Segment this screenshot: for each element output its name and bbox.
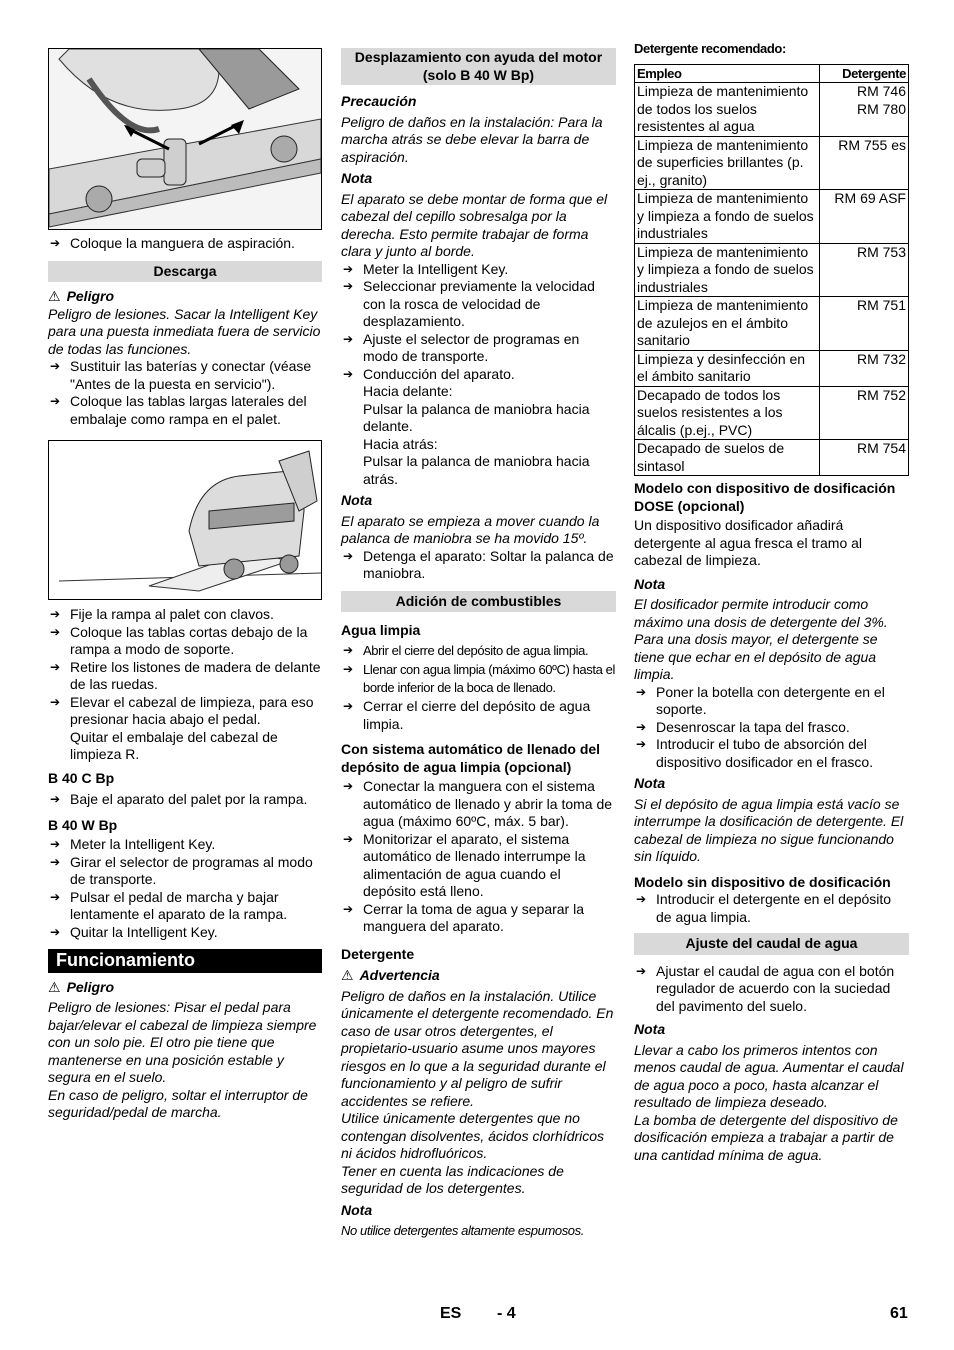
table-cell: RM 752 [820, 386, 909, 440]
list-item: ➔ Girar el selector de programas al modo de transporte. [48, 854, 322, 889]
list-item: ➔ Conducción del aparato. [341, 366, 616, 384]
list-item: ➔ Introducir el tubo de absorción del dispositivo dosificador en el frasco. [634, 736, 909, 771]
table-cell: RM 732 [820, 350, 909, 386]
section-adicion: Adición de combustibles [341, 591, 616, 613]
note-label: Nota [634, 575, 666, 592]
list-item: ➔ Pulsar el pedal de marcha y bajar lentamente el aparato de la rampa. [48, 889, 322, 924]
list-item: ➔ Baje el aparato del palet por la rampa. [48, 791, 322, 809]
note-text: El dosificador permite introducir como máximo una dosis de detergente del 3%. Para una dosis mayor, el detergente se tiene que echar en el depósito de agua limpia. [634, 596, 888, 682]
list-item: ➔ Desenroscar la tapa del frasco. [634, 719, 909, 737]
table-cell: Limpieza de mantenimiento y limpieza a fondo de suelos industriales [635, 243, 820, 297]
table-row [635, 297, 909, 351]
section-descarga: Descarga [48, 261, 322, 283]
steps-auto [341, 778, 616, 936]
table-cell: RM 753 [820, 243, 909, 297]
figure-suction-hose [48, 48, 322, 230]
danger-label: ⚠ Peligro [48, 978, 115, 995]
column-header: Empleo [635, 64, 820, 83]
note-label: Nota [634, 1021, 666, 1037]
steps-motor [341, 261, 616, 489]
table-header-row [635, 64, 909, 83]
table-row [635, 243, 909, 297]
footer-page-number: 61 [890, 1305, 908, 1322]
list-item: ➔ Cerrar la toma de agua y separar la manguera del aparato. [341, 901, 616, 936]
note-text: El aparato se debe montar de forma que el cabezal del cepillo sobresalga por la derecha. Esto permite trabajar de forma clara y junto al borde. [341, 190, 608, 259]
table-cell: RM 69 ASF [820, 190, 909, 244]
subheading-auto: Con sistema automático de llenado del depósito de agua limpia (opcional) [341, 741, 601, 775]
steps-b [48, 606, 322, 764]
column-header: Detergente [820, 64, 909, 83]
subheading-detergente: Detergente [341, 945, 415, 962]
list-item: ➔ Coloque las tablas cortas debajo de la rampa a modo de soporte. [48, 624, 322, 659]
table-cell: Decapado de todos los suelos resistentes a los álcalis (p.ej., PVC) [635, 386, 820, 440]
subheading-dose: Modelo con dispositivo de dosificación DOSE (opcional) [634, 480, 896, 514]
steps-agua [341, 642, 616, 734]
table-cell: Limpieza y desinfección en el ámbito sanitario [635, 350, 820, 386]
subheading-sin: Modelo sin dispositivo de dosificación [634, 873, 891, 890]
subheading-b40w: B 40 W Bp [48, 816, 118, 833]
detergent-table [634, 64, 909, 477]
list-item: ➔ Fije la rampa al palet con clavos. [48, 606, 322, 624]
table-cell: Decapado de suelos de sintasol [635, 440, 820, 476]
caution-label: Precaución [341, 93, 417, 109]
list-item: ➔ Elevar el cabezal de limpieza, para eso presionar hacia abajo el pedal. [48, 694, 322, 729]
list-item: ➔ Coloque las tablas largas laterales del embalaje como rampa en el palet. [48, 393, 322, 428]
list-item: ➔ Monitorizar el aparato, el sistema automático de llenado interrumpe la alimentación de agua cuando el depósito está lleno. [341, 831, 616, 901]
danger-text: En caso de peligro, soltar el interruptor de seguridad/pedal de marcha. [48, 1086, 308, 1120]
list-item: ➔ Detenga el aparato: Soltar la palanca de maniobra. [341, 548, 616, 583]
step-hose: ➔ Coloque la manguera de aspiración. [48, 235, 322, 253]
table-cell: Limpieza de mantenimiento y limpieza a fondo de suelos industriales [635, 190, 820, 244]
steps-b40w [48, 836, 322, 941]
note-label: Nota [341, 1201, 373, 1218]
footer-local-page: - 4 [497, 1305, 516, 1322]
list-item: ➔ Conectar la manguera con el sistema automático de llenado y abrir la toma de agua (máximo 60ºC, máx. 5 bar). [341, 778, 616, 831]
warning-label: ⚠ Advertencia [341, 967, 440, 983]
danger-text: Peligro de lesiones: Pisar el pedal para bajar/elevar el cabezal de limpieza siempre con un solo pie. El otro pie tiene que mantenerse en una posición estable y segura en el suelo. [48, 999, 317, 1085]
list-item: ➔ Llenar con agua limpia (máximo 60ºC) hasta el borde inferior de la boca de llenado. [341, 661, 616, 696]
warning-icon: ⚠ [48, 288, 61, 304]
note-label: Nota [634, 775, 666, 791]
subheading-recomendado: Detergente recomendado: [634, 41, 786, 56]
note-text: No utilice detergentes altamente espumosos. [341, 1223, 584, 1238]
warning-text: Peligro de daños en la instalación. Utilice únicamente el detergente recomendado. En caso de usar otros detergentes, el propietario-usuario asume unos mayores riesgos en lo que a la seguridad durante el funcionamiento y al peligro de sufrir accidentes se refiere. [341, 987, 614, 1109]
section-desplazamiento: Desplazamiento con ayuda del motor (solo B 40 W Bp) [341, 48, 616, 85]
chapter-title: Funcionamiento [48, 949, 322, 973]
table-cell: Limpieza de mantenimiento de todos los suelos resistentes al agua [635, 83, 820, 137]
note-text: Si el depósito de agua limpia está vacío se interrumpe la dosificación de detergente. El cabezal de limpieza no sigue funcionando sin líquido. [634, 795, 904, 864]
dose-text: Un dispositivo dosificador añadirá detergente al agua fresca el tramo al cabezal de limpieza. [634, 517, 863, 568]
list-item-continued: Quitar el embalaje del cabezal de limpieza R. [70, 728, 278, 762]
note-text: La bomba de detergente del dispositivo de dosificación empieza a trabajar a partir de una cantidad mínima de agua. [634, 1111, 898, 1163]
warning-icon: ⚠ [341, 967, 354, 983]
subheading-agua: Agua limpia [341, 622, 421, 638]
steps-a [48, 358, 322, 428]
table-row [635, 386, 909, 440]
table-row [635, 350, 909, 386]
table-cell: RM 746 RM 780 [820, 83, 909, 137]
table-row [635, 190, 909, 244]
direction-forward: Hacia delante: [363, 383, 453, 399]
list-item: ➔ Ajustar el caudal de agua con el botón regulador de acuerdo con la suciedad del pavimento del suelo. [634, 963, 909, 1016]
note-text: Llevar a cabo los primeros intentos con menos caudal de agua. Aumentar el caudal de agua poco a poco, hasta alcanzar el resultado de limpieza deseado. [634, 1041, 904, 1110]
note-text: El aparato se empieza a mover cuando la palanca de maniobra se ha movido 15º. [341, 512, 600, 546]
direction-forward-text: Pulsar la palanca de maniobra hacia delante. [363, 400, 590, 434]
note-label: Nota [341, 170, 373, 186]
list-item: ➔ Introducir el detergente en el depósito de agua limpia. [634, 891, 909, 926]
list-item: ➔ Cerrar el cierre del depósito de agua limpia. [341, 698, 616, 733]
table-row [635, 440, 909, 476]
table-cell: Limpieza de mantenimiento de superficies brillantes (p. ej., granito) [635, 136, 820, 190]
note-label: Nota [341, 492, 373, 508]
table-cell: RM 751 [820, 297, 909, 351]
table-cell: RM 754 [820, 440, 909, 476]
caution-text: Peligro de daños en la instalación: Para la marcha atrás se debe elevar la barra de aspiración. [341, 113, 603, 165]
list-item: ➔ Retire los listones de madera de delante de las ruedas. [48, 659, 322, 694]
warning-text: Tener en cuenta las indicaciones de seguridad de los detergentes. [341, 1162, 564, 1196]
table-cell: Limpieza de mantenimiento de azulejos en el ámbito sanitario [635, 297, 820, 351]
table-row [635, 83, 909, 137]
figure-ramp [48, 440, 322, 600]
list-item: ➔ Seleccionar previamente la velocidad con la rosca de velocidad de desplazamiento. [341, 278, 616, 331]
danger-text: Peligro de lesiones. Sacar la Intelligent Key para una puesta inmediata fuera de servicio de todas las funciones. [48, 305, 321, 357]
column-right [634, 40, 909, 1164]
direction-back: Hacia atrás: [363, 435, 438, 452]
footer-lang: ES [440, 1305, 462, 1322]
list-item: ➔ Abrir el cierre del depósito de agua limpia. [341, 642, 616, 660]
table-row [635, 136, 909, 190]
subheading-b40c: B 40 C Bp [48, 769, 115, 786]
list-item: ➔ Quitar la Intelligent Key. [48, 924, 322, 942]
danger-label: ⚠ Peligro [48, 288, 115, 304]
list-item: ➔ Meter la Intelligent Key. [48, 836, 322, 854]
list-item: ➔ Poner la botella con detergente en el soporte. [634, 684, 909, 719]
table-cell: RM 755 es [820, 136, 909, 190]
warning-text: Utilice únicamente detergentes que no contengan disolventes, ácidos clorhídricos ni ácidos hidrofluóricos. [341, 1110, 605, 1161]
list-item: ➔ Ajuste el selector de programas en modo de transporte. [341, 331, 616, 366]
list-item: ➔ Sustituir las baterías y conectar (véase "Antes de la puesta en servicio"). [48, 358, 322, 393]
warning-icon: ⚠ [48, 978, 61, 995]
section-caudal: Ajuste del caudal de agua [634, 933, 909, 955]
list-item: ➔ Meter la Intelligent Key. [341, 261, 616, 279]
column-middle [341, 48, 616, 1240]
steps-dose [634, 684, 909, 772]
direction-back-text: Pulsar la palanca de maniobra hacia atrás. [363, 453, 590, 487]
column-left [48, 48, 322, 1122]
